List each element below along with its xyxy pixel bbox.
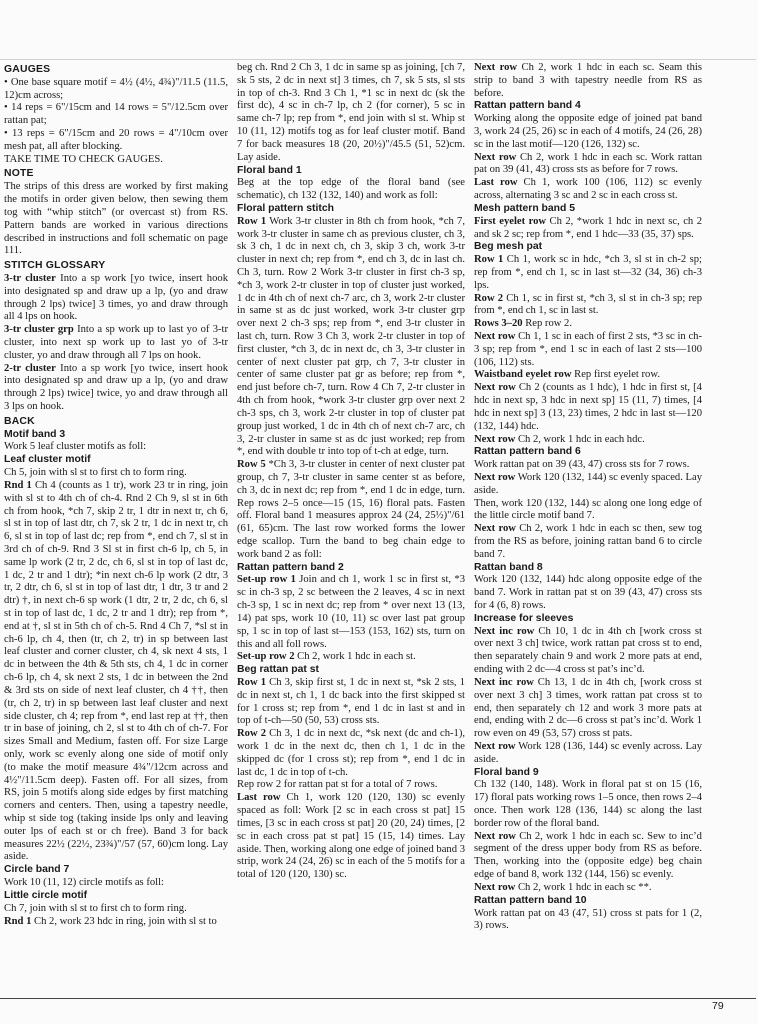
paragraph [237,792,465,882]
paragraph-text: • 14 reps = 6"/15cm and 14 rows = 5"/12.5cm over rattan pat; [4,102,228,127]
paragraph-text: *Ch 3, 3-tr cluster in center of next cluster pat group, ch 7, 3-tr cluster in same center st as before, ch 3, dc in next dc; rep from *, end 1 dc in edge, turn. Rep rows 2–5 once—15 (15, 16) floral pats. Fasten off. Floral band 1 measures approx 24 (24, 25½)"/61 (61, 65)cm. The last row worked forms the lower edge scallop. Turn the band to beg chain edge to work band 2 as foll: [237,459,465,560]
paragraph-lead: Last row [237,792,281,804]
paragraph-lead: Next row [474,62,518,73]
paragraph-lead: Next row [474,433,516,445]
paragraph-lead: 3-tr cluster grp [4,324,74,336]
paragraph [237,651,465,664]
paragraph [237,677,465,728]
column-middle [237,62,465,977]
paragraph [474,216,702,242]
paragraph [237,779,465,792]
paragraph [474,677,702,741]
paragraph-lead: Row 1 [237,676,267,688]
paragraph [237,62,465,165]
paragraph-text: Ch 2, work 1 hdc in each sc then, sew tog from the RS as before, joining rattan band 6 to circle band 7. [474,523,702,560]
paragraph-text: Work 120 (132, 144) sc evenly spaced. Lay aside. [474,471,702,496]
paragraph-text: Ch 13, 1 dc in 4th ch, [work cross st over next 3 ch] 3 times, work rattan pat cross st to end, then separately ch 12 and work 3 more pats at end, ending with 2 dc—6 cross st pat’s inc’d. Work 1 row even on 49 (53, 57) cross st pats. [474,676,702,740]
paragraph-text: Work 120 (132, 144) hdc along opposite edge of the band 7. Work in rattan pat st on 39 (43, 47) cross sts for 4 (6, 8) rows. [474,574,702,612]
paragraph [237,216,465,459]
paragraph [474,574,702,612]
paragraph [474,882,702,895]
paragraph-text: Ch 1, 1 sc in each of first 2 sts, *3 sc in ch-3 sp; rep from *, end 1 sc in each of last 2 sts—100 (106, 112) sts. [474,331,702,368]
paragraph-text: Ch 5, join with sl st to first ch to form ring. [4,467,187,479]
paragraph-text: Ch 1, sc in first st, *ch 3, sl st in ch-3 sp; rep from *, end ch 1, sc in last st. [474,292,702,317]
paragraph-lead: Waistband eyelet row [474,369,572,381]
paragraph [474,434,702,447]
paragraph-lead: Next row [474,151,517,163]
paragraph [4,441,228,454]
paragraph-text: Ch 2, work 23 hdc in ring, join with sl st to [31,915,217,927]
paragraph [4,467,228,480]
paragraph-text: Then, work 120 (132, 144) sc along one long edge of the little circle motif band 7. [474,497,702,522]
paragraph-lead: Row 2 [474,292,504,304]
paragraph-text: Work 128 (136, 144) sc evenly across. Lay aside. [474,740,702,765]
paragraph-lead: Row 5 [237,459,266,471]
section-heading: Rattan pattern band 2 [237,561,344,573]
paragraph-text: Ch 2, work 1 hdc in each sc. Sew to inc’d segment of the dress upper body from RS as before. Then, working into the (opposite edge) beg chain edge of band 8, work 132 (144, 156) sc evenly. [474,830,702,881]
section-heading: Leaf cluster motif [4,454,91,466]
paragraph-lead: Rows 3–20 [474,318,523,330]
paragraph-text: Ch 2, work 1 hdc in each sc. Work rattan pat on 39 (41, 43) cross sts as before for 7 rows. [474,151,702,176]
section-heading: Floral band 9 [474,766,539,778]
section-heading: Rattan pattern band 4 [474,100,581,112]
paragraph [474,177,702,203]
paragraph-text: Into a sp work [yo twice, insert hook into designated sp and draw up a lp, (yo and draw through 2 lps) twice] 3 times, yo and draw through all 4 lps on hook. [4,272,228,323]
paragraph-text: The strips of this dress are worked by first making the motifs in order given below, then sewing them tog with “whip stitch” (or overcast st) from RS. Pattern bands are worked in various directions described in instructions and foll schematic on page 111. [4,181,228,257]
paragraph-text: Ch 1, work sc in hdc, *ch 3, sl st in ch-2 sp; rep from *, end ch 1, sc in last st—32 (34, 36) ch-3 lps. [474,254,702,291]
paragraph-text: Rep row 2. [522,318,572,330]
paragraph-text: Work 10 (11, 12) circle motifs as foll: [4,877,164,889]
paragraph [474,459,702,472]
paragraph [4,916,228,929]
paragraph-lead: First eyelet row [474,215,547,227]
paragraph-text: beg ch. Rnd 2 Ch 3, 1 dc in same sp as joining, [ch 7, sk 5 sts, 2 dc in next st] 3 times, ch 7, sk 5 sts, sl sts in top of ch-3. Rnd 3 Ch 1, *1 sc in next dc (sk the first dc), 4 sc in ch-7 lp, ch 2 (for corner), 5 sc in same ch-7 lp; rep from *, end join with sl st. Whip st 10 (11, 12) motifs tog as for leaf cluster motif. Band 7 for back measures 18 (20, 20½)"/45.5 (51, 52)cm. Lay aside. [237,62,465,163]
paragraph [4,903,228,916]
paragraph-lead: 3-tr cluster [4,272,56,284]
paragraph [474,498,702,524]
paragraph [474,293,702,319]
section-heading: GAUGES [4,64,51,75]
paragraph-text: Ch 10, 1 dc in 4th ch [work cross st over next 3 ch] twice, work rattan pat cross st to end, then separately chain 9 and work 2 more pats at end, ending with 2 dc—4 cross st pat’s inc’d. [474,625,702,676]
section-heading: STITCH GLOSSARY [4,260,106,272]
paragraph-text: Ch 7, join with sl st to first ch to form ring. [4,902,187,914]
section-heading: Beg mesh pat [474,241,543,253]
section-heading: Floral band 1 [237,164,302,176]
paragraph-text: Beg at the top edge of the floral band (see schematic), ch 132 (132, 140) and work as foll: [237,177,465,202]
section-heading: Beg rattan pat st [237,664,319,676]
paragraph-text: Ch 1, work 100 (106, 112) sc evenly across, alternating 3 sc and 2 sc in each cross st. [474,177,702,202]
paragraph-text: Join and ch 1, work 1 sc in first st, *3 sc in ch-3 sp, 2 sc between the 2 leaves, 4 sc in next ch-3 sp, 1 sc in next dc; rep from * over next 13 (13, 14) pat sps, work 10 (10, 11) sc over last pat group sp, 1 sc in top of last st—153 (153, 162) sts, turn on this and all foll rows. [237,574,465,650]
paragraph [4,77,228,103]
paragraph [474,523,702,561]
paragraph [474,779,702,830]
paragraph-lead: Next row [474,830,516,842]
paragraph [237,728,465,779]
section-heading: Little circle motif [4,889,88,901]
section-heading: Rattan band 8 [474,561,543,573]
paragraph-text: • One base square motif = 4½ (4½, 4¾)"/11.5 (11.5, 12)cm across; [4,76,228,101]
paragraph-lead: Row 2 [237,728,267,740]
paragraph [4,181,228,258]
section-heading: Increase for sleeves [474,612,574,624]
bottom-rule [0,998,756,999]
paragraph-lead: Next row [474,740,516,752]
paragraph [474,382,702,433]
paragraph-lead: Next row [474,881,516,893]
paragraph [237,574,465,651]
top-rule [0,59,756,60]
paragraph-text: Ch 1, work 120 (120, 130) sc evenly spaced as foll: Work [2 sc in each cross st pat] 15 times, [3 sc in each cross st pat] 20 (20, 24) times, [2 sc in each cross pat st pat] 15 (15, 14) times. Lay aside. Then, working along one edge of joined band 3 strip, work 24 (24, 26) sc in each of the 5 motifs for a total of 120 (120, 130) sc. [237,792,465,881]
paragraph [474,908,702,934]
paragraph-text: Ch 2, *work 1 hdc in next sc, ch 2 and sk 2 sc; rep from *, end 1 hdc—33 (35, 37) sps. [474,215,702,240]
paragraph [4,480,228,864]
paragraph [474,331,702,369]
paragraph [474,113,702,151]
paragraph [4,154,228,167]
paragraph-text: Working along the opposite edge of joined pat band 3, work 24 (25, 26) sc in each of 4 motifs, 24 (26, 28) sc in the last motif—120 (126, 132) sc. [474,113,702,150]
paragraph-text: Ch 132 (140, 148). Work in floral pat st on 15 (16, 17) floral pats working rows 1–5 once, then rows 2–4 once. Then work 128 (136, 144) sc along the last border row of the floral band. [474,779,702,829]
paragraph-lead: Next row [474,331,516,343]
section-heading: NOTE [4,168,34,180]
paragraph [474,472,702,498]
paragraph-lead: Set-up row 1 [237,574,296,586]
paragraph [4,128,228,154]
paragraph [474,369,702,382]
paragraph-text: Ch 2, work 1 hdc in each st. [294,651,416,663]
column-left [4,62,228,992]
paragraph [474,831,702,882]
paragraph [237,459,465,562]
paragraph-lead: Row 1 [237,215,267,227]
section-heading: Mesh pattern band 5 [474,202,576,214]
paragraph-lead: Set-up row 2 [237,651,295,663]
paragraph-text: Ch 4 (counts as 1 tr), work 23 tr in ring, join with sl st to 4th ch of ch-4. Rnd 2 Ch 9, sl st in 6th ch from hook, *ch 7, skip 2 tr, 1 dtr in next tr, ch 6, sl st in top of last dtr, ch 7, sk 2 tr, 1 dc in next tr, ch 6, sl st in top of last dc; rep from *, end ch 7, sl st in 3rd ch of ch-9. Rnd 3 Sl st in first ch-6 lp, ch 5, in same lp work (2 tr, 2 dc, ch 6, sl st in top of last dc, 1 dc, 2 tr and 1 dtr); *in next ch-6 lp work (2 dtr, 3 tr, 2 dtr, ch 6, sl st in top of last dtr, 1 dtr, 3 tr and 2 dtr) †, in next ch-6 sp work (1 dtr, 2 tr, 2 dc, ch 6, sl st in top of last dc, 1 dc, 2 tr and 1 dtr); rep from *, end at †, sl st in 5th ch of ch-5. Rnd 4 Ch 7, *sl st in ch-6 lp, ch 4, then (tr, ch 2, tr) in sp between last leaf cluster and corner cluster, ch 4, sk next 4 sts, 1 dc in between the 4th & 5th sts, ch 4, 1 dc in corner ch-6 lp, ch 4, sk next 2 sts, 1 dc in between the 2nd & 3rd sts on side of next leaf cluster, ch 4 ††, then (tr, ch 2, tr) in sp between last leaf cluster and next side cluster, ch 4; rep from *, end last rep at ††, then tr in base of joining, ch 2, sl st to 4th ch of ch-7. For sizes Small and Medium, fasten off. For size Large only, work sc evenly along one side of motif only (to make the motif measure 4¾"/12cm across and 4½"/11.5cm deep). Fasten off. For all sizes, from RS, join 5 motifs along side edges by first matching corners and centers. Then, using a tapestry needle, whip st side tog (taking inside lps only and leaving outer lps of each st or ch free). Band 3 for back measures 22½ (22½, 23¾)"/57 (57, 60)cm long. Lay aside. [4,479,228,863]
section-heading: BACK [4,415,35,427]
page-number: 79 [712,1000,724,1012]
paragraph-text: Ch 2, work 1 hdc in each sc. Seam this strip to band 3 with tapestry needle from RS as before. [474,62,702,99]
paragraph-lead: Rnd 1 [4,915,32,927]
section-heading: Motif band 3 [4,428,66,440]
paragraph-text: Work rattan pat on 43 (47, 51) cross st pats for 1 (2, 3) rows. [474,907,702,932]
paragraph-text: Work rattan pat on 39 (43, 47) cross sts for 7 rows. [474,459,690,471]
section-heading: Rattan pattern band 10 [474,894,587,906]
paragraph [474,62,702,100]
paragraph [4,877,228,890]
paragraph-text: Ch 2, work 1 hdc in each hdc. [515,433,645,445]
section-heading: Floral pattern stitch [237,202,334,214]
paragraph [4,363,228,414]
column-right [474,62,702,992]
paragraph-text: Rep first eyelet row. [571,369,660,381]
paragraph-text: • 13 reps = 6"/15cm and 20 rows = 4"/10cm over mesh pat, all after blocking. [4,128,228,152]
paragraph-text: TAKE TIME TO CHECK GAUGES. [4,153,163,165]
paragraph-lead: Next row [474,523,516,535]
paragraph-lead: Next inc row [474,625,535,637]
section-heading: Circle band 7 [4,864,70,876]
paragraph [4,273,228,324]
paragraph-lead: Last row [474,177,518,189]
paragraph-lead: Next inc row [474,676,534,688]
paragraph [474,152,702,178]
paragraph-lead: 2-tr cluster [4,362,56,374]
paragraph-text: Into a sp work [yo twice, insert hook into designated sp and draw up a lp, (yo and draw through 2 lps) twice] twice, yo and draw through all 3 lps on hook. [4,362,228,413]
paragraph-lead: Row 1 [474,254,504,266]
paragraph-text: Work 3-tr cluster in 8th ch from hook, *ch 7, work 3-tr cluster in same ch as previous cluster, ch 3, sk 3 ch, 1 dc in next ch, ch 3, skip 3 ch, work 3-tr cluster in next ch; rep from *, end ch 3, dc in last ch. Ch 3, turn. Row 2 Work 3-tr cluster in first ch-3 sp, *ch 3, work 2-tr cluster in top of cluster just worked, 1 dc in 4th ch of next ch-7 arc, ch 3, work 2-tr cluster in same st as dc just worked, work 3-tr cluster grp over next 2 ch-3 sps; rep from *, end 3-tr cluster in last ch, turn. Row 3 Ch 3, work 2-tr cluster in top of first cluster, *ch 3, dc in next dc, ch 3, 3-tr cluster in center of next cluster pat grp, ch 7, 3-tr cluster in center of same cluster pat gr as before; rep from *, end just before ch-7, turn. Row 4 Ch 7, 2-tr cluster in 4th ch from hook, *work 3-tr cluster grp over next 2 ch-3 sps, ch 3, work 2-tr cluster in top of cluster pat group just worked, 1 dc in 4th ch of next ch-7 arc, ch 3, 2-tr cluster in same st as dc just worked; rep from *, end with double tr into top of t-ch at edge, turn. [237,215,465,458]
paragraph-text: Ch 3, skip first st, 1 dc in next st, *sk 2 sts, 1 dc in next st, ch 1, 1 dc back into the first skipped st for 1 cross st; rep from *, end 1 dc in last st and in top of t-ch—50 (50, 53) cross sts. [237,676,465,727]
paragraph [474,318,702,331]
paragraph-text: Ch 2, work 1 hdc in each sc **. [515,881,652,893]
paragraph-lead: Rnd 1 [4,479,32,491]
section-heading: Rattan pattern band 6 [474,446,581,458]
paragraph-text: Rep row 2 for rattan pat st for a total of 7 rows. [237,779,438,791]
paragraph [237,177,465,203]
paragraph [4,324,228,362]
paragraph-text: Work 5 leaf cluster motifs as foll: [4,441,147,453]
paragraph [474,741,702,767]
paragraph-text: Ch 3, 1 dc in next dc, *sk next (dc and ch-1), work 1 dc in the next dc, then ch 1, 1 dc in the skipped dc (for 1 cross st); rep from *, end 1 dc in last dc, 1 dc in top of t-ch. [237,728,465,778]
paragraph [474,626,702,677]
paragraph-text: Ch 2 (counts as 1 hdc), 1 hdc in first st, [4 hdc in next sp, 3 hdc in next sp] 15 (11, 7) times, [4 hdc in next sp] 3 (13, 23) times, 2 hdc in last st—120 (132, 144) hdc. [474,382,702,432]
paragraph-lead: Next row [474,471,516,483]
paragraph [4,102,228,128]
paragraph-text: Into a sp work up to last yo of 3-tr cluster, into next sp work up to last yo of 3-tr cluster, yo and draw through all 7 lps on hook. [4,324,228,361]
paragraph-lead: Next row [474,382,516,394]
paragraph [474,254,702,292]
